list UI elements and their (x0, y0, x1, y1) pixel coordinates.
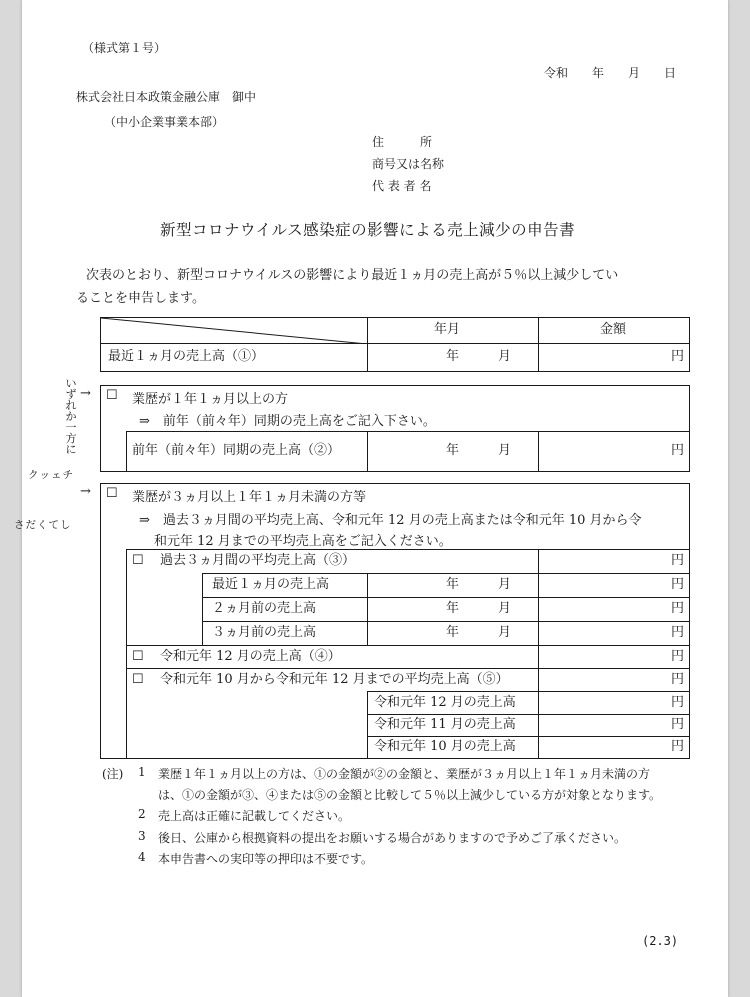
note-number: 1 (138, 765, 146, 779)
avg5-yen[interactable]: 円 (671, 672, 685, 687)
dec-sales-yen[interactable]: 円 (671, 649, 685, 664)
section-2-instruction-2: 和元年 12 月までの平均売上高をご記入ください。 (154, 534, 452, 549)
section-2-checkbox[interactable]: ☐ (106, 486, 118, 501)
prior-year-yen[interactable]: 円 (671, 443, 685, 458)
avg3-yen[interactable]: 円 (671, 553, 685, 568)
prior-year-label: 前年（前々年）同期の売上高（②） (132, 443, 341, 458)
note-number: 2 (138, 807, 146, 821)
note-text: 売上高は正確に記載してください。 (158, 809, 351, 823)
sub-row-yen[interactable]: 円 (671, 625, 685, 640)
table-divider (367, 573, 368, 646)
page-title: 新型コロナウイルス感染症の影響による売上減少の申告書 (160, 221, 576, 239)
section-1-instruction: ⇒ 前年（前々年）同期の売上高をご記入下さい。 (139, 414, 436, 429)
header-diagonal (101, 318, 367, 344)
sub-row-label: 最近１ヵ月の売上高 (212, 577, 330, 592)
sub-row-yen[interactable]: 円 (671, 577, 685, 592)
col-header-amount: 金額 (600, 322, 627, 337)
division: （中小企業事業本部） (104, 115, 225, 129)
avg5-checkbox[interactable]: ☐ (132, 672, 144, 687)
table-divider (367, 691, 368, 758)
month-row-label: 令和元年 12 月の売上高 (374, 695, 516, 710)
month-row-yen[interactable]: 円 (671, 695, 685, 710)
recent-month-label: 最近１ヵ月の売上高（①） (108, 349, 265, 364)
month-row-yen[interactable]: 円 (671, 717, 685, 732)
prior-year-ym[interactable]: 年 月 (446, 443, 512, 458)
sub-row-ym[interactable]: 年 月 (446, 577, 512, 592)
avg3-label: 過去３ヵ月間の平均売上高（③） (160, 553, 356, 568)
table-divider (126, 431, 690, 432)
table-divider (367, 317, 368, 372)
dec-checkbox[interactable]: ☐ (132, 649, 144, 664)
recent-month-yen[interactable]: 円 (671, 349, 685, 364)
note-number: 4 (138, 850, 146, 864)
form-page (14, 0, 728, 997)
note-text: 本申告書への実印等の押印は不要です。 (158, 852, 374, 866)
note-number: 3 (138, 829, 146, 843)
col-header-period: 年月 (434, 322, 461, 337)
month-row-yen[interactable]: 円 (671, 739, 685, 754)
dec-sales-label: 令和元年 12 月の売上高（④） (160, 649, 341, 664)
sub-row-label: ２ヵ月前の売上高 (212, 601, 317, 616)
date-line: 令和 年 月 日 (544, 66, 677, 80)
table-divider (126, 549, 127, 758)
avg5-label: 令和元年 10 月から令和元年 12 月までの平均売上高（⑤） (160, 672, 509, 687)
side-note-line-2: クッェチ (28, 469, 74, 481)
representative-label: 代 表 者 名 (372, 179, 432, 193)
section-1-checkbox[interactable]: ☐ (106, 388, 118, 403)
intro-line-2: ることを申告します。 (76, 291, 205, 306)
address-label: 住 所 (372, 135, 433, 149)
table-divider (538, 431, 539, 471)
month-row-label: 令和元年 11 月の売上高 (374, 717, 516, 732)
side-note-vertical: いずれか一方に (65, 377, 77, 456)
footer-code: (2.3) (642, 934, 679, 948)
note-text: 後日、公庫から根拠資料の提出をお願いする場合がありますので予めご了承ください。 (158, 831, 627, 845)
note-text: 業歴１年１ヵ月以上の方は、①の金額が②の金額と、業歴が３ヵ月以上１年１ヵ月未満の方 (158, 767, 651, 781)
avg3-checkbox[interactable]: ☐ (132, 553, 144, 568)
arrow-right-icon: → (80, 386, 91, 401)
side-note-line-3: さだくてし (14, 519, 72, 531)
arrow-right-icon: → (80, 484, 91, 499)
sub-row-ym[interactable]: 年 月 (446, 601, 512, 616)
sub-row-yen[interactable]: 円 (671, 601, 685, 616)
recent-month-ym[interactable]: 年 月 (446, 349, 512, 364)
intro-line-1: 次表のとおり、新型コロナウイルスの影響により最近１ヵ月の売上高が５％以上減少してい (86, 268, 619, 283)
note-text: は、①の金額が③、④または⑤の金額と比較して５％以上減少している方が対象となります。 (158, 788, 662, 802)
month-row-label: 令和元年 10 月の売上高 (374, 739, 516, 754)
notes-label: (注) (102, 767, 124, 781)
table-divider (126, 431, 127, 471)
table-divider (538, 317, 539, 372)
sub-row-ym[interactable]: 年 月 (446, 625, 512, 640)
section-1-heading: 業歴が１年１ヵ月以上の方 (132, 392, 289, 407)
addressee: 株式会社日本政策金融公庫 御中 (76, 90, 257, 104)
section-2-instruction-1: ⇒ 過去３ヵ月間の平均売上高、令和元年 12 月の売上高または令和元年 10 月から令 (139, 513, 642, 528)
section-2-heading: 業歴が３ヵ月以上１年１ヵ月未満の方等 (132, 490, 367, 505)
table-divider (100, 343, 690, 344)
sub-row-label: ３ヵ月前の売上高 (212, 625, 317, 640)
table-divider (367, 431, 368, 471)
form-number: （様式第１号） (82, 41, 167, 55)
trade-name-label: 商号又は名称 (372, 157, 445, 171)
table-divider (202, 573, 203, 646)
table-divider (538, 549, 539, 758)
